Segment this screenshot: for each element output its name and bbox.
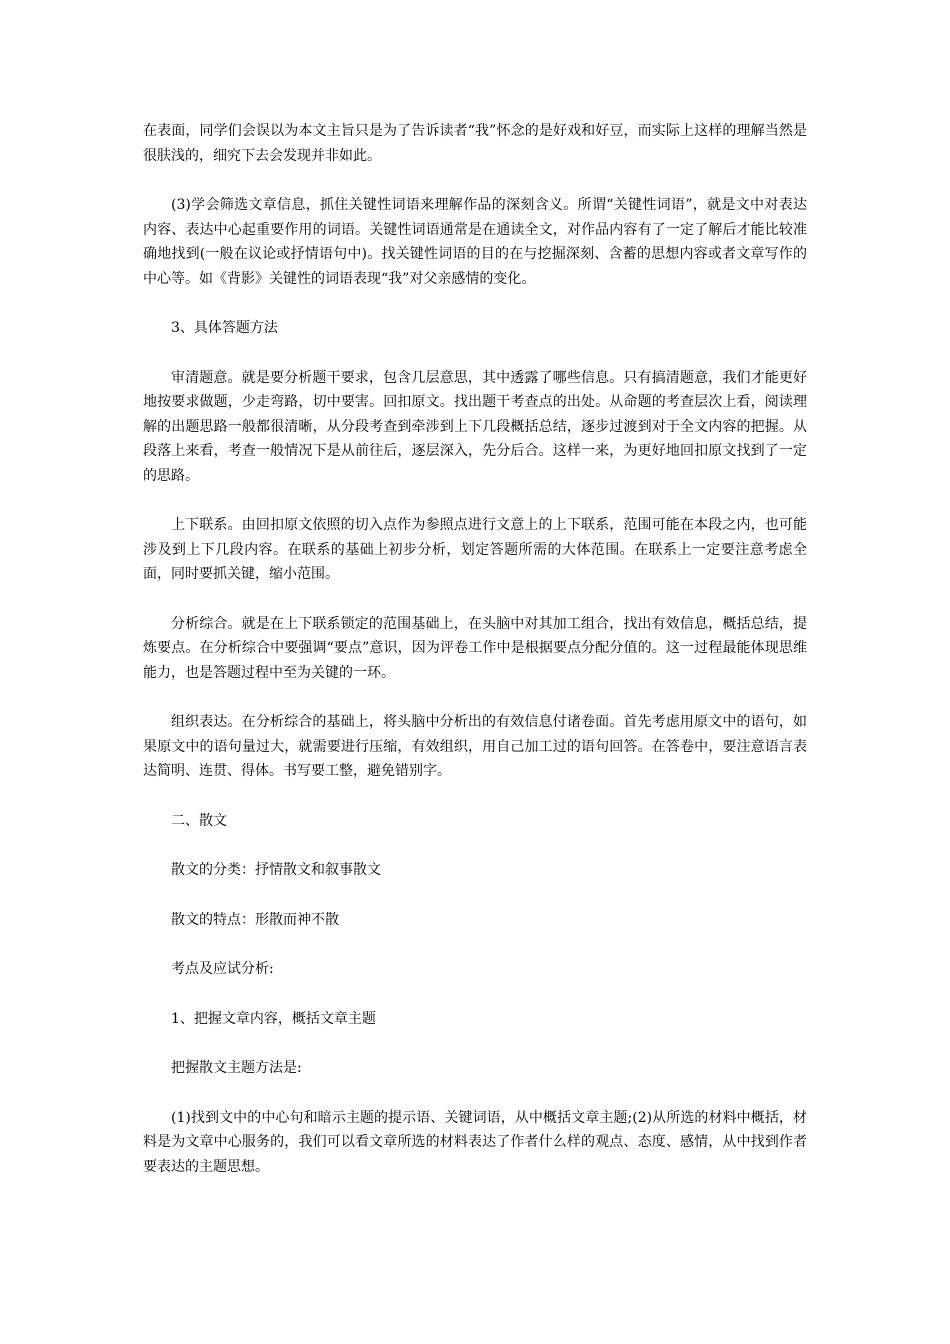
paragraph-theme-method: 把握散文主题方法是:: [171, 1060, 302, 1076]
section-heading-prose: 二、散文: [171, 812, 227, 829]
paragraph-review-question: 审清题意。就是要分析题干要求，包含几层意思，其中透露了哪些信息。只有搞清题意，我们才能更好地按要求做题，少走弯路，切中要害。回扣原文。找出题干考查点的出处。从命题的考查层次上看，阅读理解的出题思路一般都很清晰，从分段考查到牵涉到上下几段概括总结，逐步过渡到对于全文内容的把握。从段落上来看，考查一般情况下是从前往后，逐层深入，先分后合。这样一来，为更好地回扣原文找到了一定的思路。: [143, 369, 807, 484]
section-heading-theme: 1、把握文章内容，概括文章主题: [171, 1010, 376, 1027]
paragraph-prose-features: 散文的特点：形散而神不散: [171, 911, 339, 928]
paragraph-intro-continued: 在表面，同学们会误以为本文主旨只是为了告诉读者“我”怀念的是好戏和好豆，而实际上这样的理解当然是很肤浅的，细究下去会发现并非如此。: [143, 123, 807, 164]
paragraph-theme-steps: (1)找到文中的中心句和暗示主题的提示语、关键词语，从中概括文章主题;(2)从所选的材料中概括，材料是为文章中心服务的，我们可以看文章所选的材料表达了作者什么样的观点、态度、感情，从中找到作者要表达的主题思想。: [143, 1109, 807, 1175]
paragraph-keywords: (3)学会筛选文章信息，抓住关键性词语来理解作品的深刻含义。所谓“关键性词语”，就是文中对表达内容、表达中心起重要作用的词语。关键性词语通常是在通读全文，对作品内容有了一定了解后才能比较准确地找到(一般在议论或抒情语句中)。找关键性词语的目的在与挖掘深刻、含蓄的思想内容或者文章写作的中心等。如《背影》关键性的词语表现“我”对父亲感情的变化。: [143, 197, 807, 287]
paragraph-context-link: 上下联系。由回扣原文依照的切入点作为参照点进行文意上的上下联系，范围可能在本段之内，也可能涉及到上下几段内容。在联系的基础上初步分析，划定答题所需的大体范围。在联系上一定要注意考虑全面，同时要抓关键，缩小范围。: [143, 517, 807, 582]
paragraph-expression: 组织表达。在分析综合的基础上，将头脑中分析出的有效信息付诸卷面。首先考虑用原文中的语句，如果原文中的语句量过大，就需要进行压缩，有效组织，用自己加工过的语句回答。在答卷中，要注意语言表达简明、连贯、得体。书写要工整，避免错别字。: [143, 714, 807, 779]
paragraph-exam-points: 考点及应试分析:: [171, 961, 274, 977]
paragraph-analysis: 分析综合。就是在上下联系锁定的范围基础上，在头脑中对其加工组合，找出有效信息，概括总结，提炼要点。在分析综合中要强调“要点”意识，因为评卷工作中是根据要点分配分值的。这一过程最能体现思维能力，也是答题过程中至为关键的一环。: [143, 615, 807, 681]
document-page: [143, 119, 807, 1179]
paragraph-prose-types: 散文的分类：抒情散文和叙事散文: [171, 862, 381, 878]
section-heading-answer-methods: 3、具体答题方法: [171, 320, 278, 336]
